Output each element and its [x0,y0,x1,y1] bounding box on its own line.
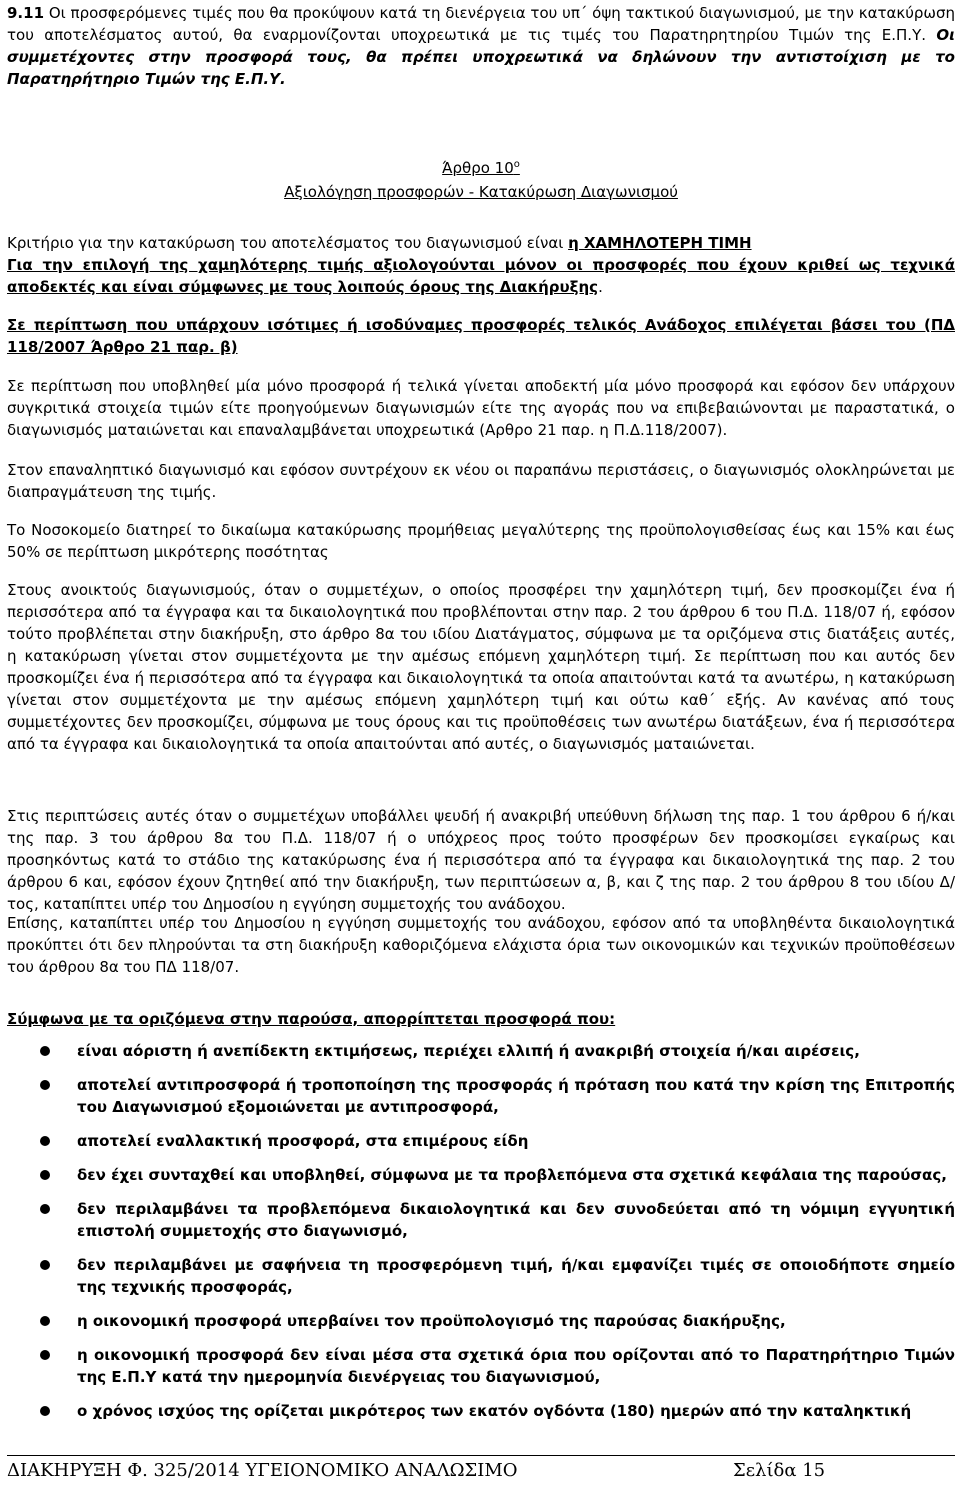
article-number: Άρθρο $10^o$ [442,159,520,177]
article-heading [7,156,955,204]
intro-emphasis: Οι συμμετέχοντες στην προσφορά τους, θα πρέπει υποχρεωτικά να δηλώνουν την αντιστοίχιση με το Παρατηρήτηριο Τιμών της Ε.Π.Υ. [7,26,955,88]
article-title: Αξιολόγηση προσφορών - Κατακύρωση Διαγωνισμού [284,183,678,201]
rejection-heading: Σύμφωνα με τα οριζόμενα στην παρούσα, απορρίπτεται προσφορά που: [7,1010,616,1028]
list-item: δεν περιλαμβάνει τα προβλεπόμενα δικαιολογητικά και δεν συνοδεύεται από τη νόμιμη εγγυητική επιστολή συμμετοχής στο διαγωνισμό, [7,1198,955,1242]
hospital-right-paragraph: Το Νοσοκομείο διατηρεί το δικαίωμα κατακύρωσης προμήθειας μεγαλύτερης της προϋπολογισθείσας έως και 15% και έως 50% σε περίπτωση μικρότερης ποσότητας [7,521,955,561]
intro-paragraph [7,2,955,90]
list-item: αποτελεί εναλλακτική προσφορά, στα επιμέρους είδη [7,1130,955,1152]
footer-page-number: Σελίδα 15 [733,1460,826,1481]
bullet-icon [40,1350,50,1360]
bullet-icon [40,1046,50,1056]
bullet-icon [40,1260,50,1270]
criterion-paragraph [7,232,955,298]
criterion-lead: Κριτήριο για την κατακύρωση του αποτελέσματος του διαγωνισμού είναι [7,234,569,252]
false-declaration-paragraph: Στις περιπτώσεις αυτές όταν ο συμμετέχων υποβάλλει ψευδή ή ανακριβή υπεύθυνη δήλωση της παρ. 1 του άρθρου 6 ή/και της παρ. 3 του άρθρου 8α του Π.Δ. 118/07 ή ο υπόχρεος προς τούτο προσφέρων δεν προσκομίσει εγκαίρως και προσηκόντως κατά το στάδιο της κατακύρωσης ένα ή περισσότερα από τα έγγραφα και δικαιολογητικά της παρ. 2 του άρθρου 6 και, εφόσον έχουν ζητηθεί από την διακήρυξη, των περιπτώσεων α, β, και ζ της παρ. 2 του άρθρου 8 του ιδίου Δ/τος, καταπίπτει υπέρ του Δημοσίου η εγγύηση συμμετοχής του ανάδοχου. [7,807,955,913]
equal-offers-paragraph: Σε περίπτωση που υπάρχουν ισότιμες ή ισοδύναμες προσφορές τελικός Ανάδοχος επιλέγεται βάσει του (ΠΔ 118/2007 Άρθρο 21 παρ. β) [7,316,955,356]
bullet-icon [40,1316,50,1326]
criterion-rule: Για την επιλογή της χαμηλότερης τιμής αξιολογούνται μόνον οι προσφορές που έχουν κριθεί ως τεχνικά αποδεκτές και είναι σύμφωνες με τους λοιπούς όρους της Διακήρυξης [7,256,955,296]
list-item: η οικονομική προσφορά υπερβαίνει τον προϋπολογισμό της παρούσας διακήρυξης, [7,1310,955,1332]
bullet-icon [40,1136,50,1146]
list-item: είναι αόριστη ή ανεπίδεκτη εκτιμήσεως, περιέχει ελλιπή ή ανακριβή στοιχεία ή/και αιρέσεις, [7,1040,955,1062]
criterion-line [7,232,955,254]
criterion-price: η ΧΑΜΗΛΟΤΕΡΗ ΤΙΜΗ [568,234,752,252]
open-tenders-paragraph: Στους ανοικτούς διαγωνισμούς, όταν ο συμμετέχων, ο οποίος προσφέρει την χαμηλότερη τιμή, δεν προσκομίζει ένα ή περισσότερα από τα έγγραφα και τα δικαιολογητικά που προβλέπονται στην παρ. 2 του άρθρου 6 του Π.Δ. 118/07 ή, εφόσον τούτο προβλέπεται στην διακήρυξη, στο άρθρο 8α του ιδίου Διατάγματος, σύμφωνα με τα οριζόμενα στις διατάξεις αυτές, η κατακύρωση γίνεται στον συμμετέχοντα με την αμέσως επόμενη χαμηλότερη τιμή. Σε περίπτωση που και αυτός δεν προσκομίζει ένα ή περισσότερα από τα έγγραφα και δικαιολογητικά τα οποία απαιτούνται κατά τα ανωτέρω, η κατακύρωση γίνεται στον συμμετέχοντα με την αμέσως επόμενη χαμηλότερη τιμή και ούτω καθ΄ εξής. Αν κανένας από τους συμμετέχοντες δεν προσκομίζει, σύμφωνα με τους όρους και τις προϋποθέσεις των ανωτέρω διατάξεων, ένα ή περισσότερα από τα έγγραφα και δικαιολογητικά τα οποία απαιτούνται από αυτές, ο διαγωνισμός ματαιώνεται. [7,581,955,753]
intro-text: Οι προσφερόμενες τιμές που θα προκύψουν κατά τη διενέργεια του υπ΄ όψη τακτικού διαγωνισμού, με την κατακύρωση του αποτελέσματος αυτού, θα εναρμονίζονται υποχρεωτικά με τις τιμές του Παρατηρητηρίου Τιμών της Ε.Π.Υ. [7,4,955,44]
article-number-sup: ο [513,159,520,170]
repeat-tender-paragraph: Στον επαναληπτικό διαγωνισμό και εφόσον συντρέχουν εκ νέου οι παραπάνω περιστάσεις, ο διαγωνισμός ολοκληρώνεται με διαπραγμάτευση της τιμής. [7,461,955,501]
page-footer [7,1455,955,1484]
single-offer-paragraph: Σε περίπτωση που υποβληθεί μία μόνο προσφορά ή τελικά γίνεται αποδεκτή μία μόνο προσφορά και εφόσον δεν υπάρχουν συγκριτικά στοιχεία τιμών είτε προηγούμενων διαγωνισμών είτε της αγοράς που να επιβεβαιώνονται με παραστατικά, ο διαγωνισμός ματαιώνεται και επαναλαμβάνεται υποχρεωτικά (Αρθρο 21 παρ. η Π.Δ.118/2007). [7,377,955,439]
list-item: η οικονομική προσφορά δεν είναι μέσα στα σχετικά όρια που ορίζονται από το Παρατηρήτηριο Τιμών της Ε.Π.Υ κατά την ημερομηνία διενέργειας του διαγωνισμού, [7,1344,955,1388]
document-page [7,0,955,1484]
footer-document-title: ΔΙΑΚΗΡΥΞΗ Φ. 325/2014 ΥΓΕΙΟΝΟΜΙΚΟ ΑΝΑΛΩΣΙΜΟ [7,1460,518,1481]
bullet-icon [40,1080,50,1090]
clause-number: 9.11 [7,4,45,22]
criterion-rule-line: Για την επιλογή της χαμηλότερης τιμής αξιολογούνται μόνον οι προσφορές που έχουν κριθεί ως τεχνικά αποδεκτές και είναι σύμφωνες με τους λοιπούς όρους της Διακήρυξης. [7,256,955,296]
list-item: δεν περιλαμβάνει με σαφήνεια τη προσφερόμενη τιμή, ή/και εμφανίζει τιμές σε οποιοδήποτε σημείο της τεχνικής προσφοράς, [7,1254,955,1298]
list-item: δεν έχει συνταχθεί και υποβληθεί, σύμφωνα με τα προβλεπόμενα στα σχετικά κεφάλαια της παρούσας, [7,1164,955,1186]
list-item: ο χρόνος ισχύος της ορίζεται μικρότερος των εκατόν ογδόντα (180) ημερών από την καταληκτική [7,1400,955,1422]
list-item: αποτελεί αντιπροσφορά ή τροποποίηση της προσφοράς ή πρόταση που κατά την κρίση της Επιτροπής του Διαγωνισμού εξομοιώνεται με αντιπροσφορά, [7,1074,955,1118]
guarantee-paragraph: Επίσης, καταπίπτει υπέρ του Δημοσίου η εγγύηση συμμετοχής του ανάδοχου, εφόσον από τα υποβληθέντα δικαιολογητικά προκύπτει ότι δεν πληρούνται τα στη διακήρυξη καθοριζόμενα ελάχιστα όρια των οικονομικών και τεχνικών προϋποθέσεων του άρθρου 8α του ΠΔ 118/07. [7,914,955,976]
bullet-icon [40,1406,50,1416]
bullet-icon [40,1170,50,1180]
rejection-list [7,1040,955,1422]
bullet-icon [40,1204,50,1214]
